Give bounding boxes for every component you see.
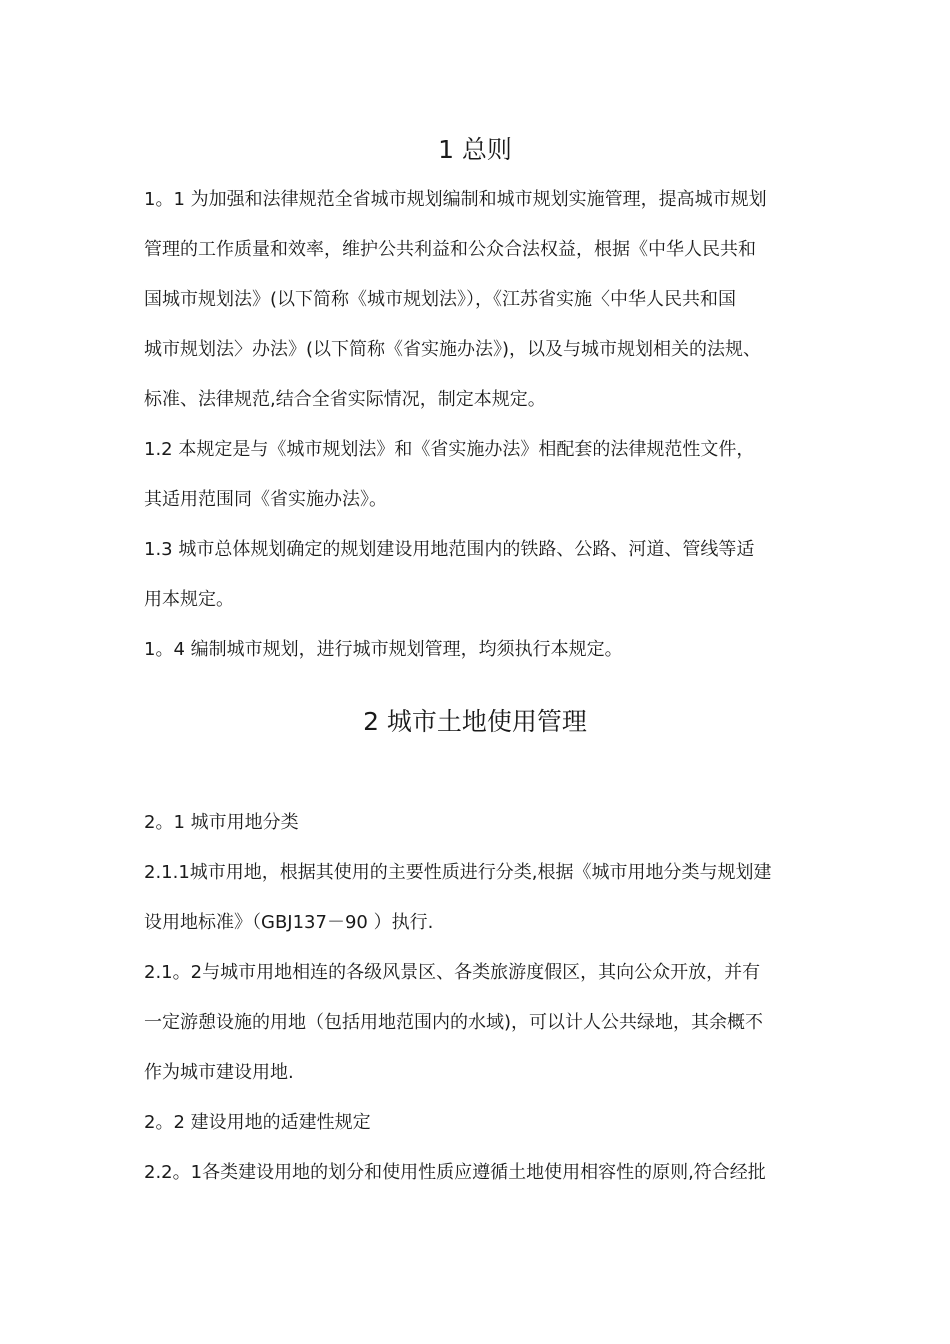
section-2-line: 设用地标准》（GBJ137－90 ）执行.	[144, 912, 434, 933]
section-2-title: 2 城市土地使用管理	[363, 707, 587, 736]
section-1-line: 用本规定。	[144, 589, 234, 610]
section-2-line: 2.2。1各类建设用地的划分和使用性质应遵循土地使用相容性的原则,符合经批	[144, 1162, 766, 1183]
section-1-line: 1。4 编制城市规划，进行城市规划管理，均须执行本规定。	[144, 639, 623, 660]
section-1-line: 1.2 本规定是与《城市规划法》和《省实施办法》相配套的法律规范性文件，	[144, 439, 755, 460]
section-1-line: 城市规划法〉办法》(以下简称《省实施办法》)，以及与城市规划相关的法规、	[144, 339, 762, 360]
section-1-line: 管理的工作质量和效率，维护公共利益和公众合法权益，根据《中华人民共和	[144, 239, 756, 260]
section-2-line: 2。1 城市用地分类	[144, 812, 299, 833]
section-1-line: 标准、法律规范,结合全省实际情况，制定本规定。	[144, 389, 546, 410]
section-2-line: 作为城市建设用地.	[144, 1062, 294, 1083]
section-2-line: 2.1。2与城市用地相连的各级风景区、各类旅游度假区，其向公众开放，并有	[144, 962, 761, 983]
section-1-title: 1 总则	[438, 135, 512, 164]
section-1-line: 其适用范围同《省实施办法》。	[144, 489, 387, 510]
section-1-line: 1。1 为加强和法律规范全省城市规划编制和城市规划实施管理，提高城市规划	[144, 189, 767, 210]
section-1-line: 国城市规划法》(以下简称《城市规划法》），《江苏省实施〈中华人民共和国	[144, 289, 737, 310]
section-2-line: 2.1.1城市用地，根据其使用的主要性质进行分类,根据《城市用地分类与规划建	[144, 862, 772, 883]
section-1-line: 1.3 城市总体规划确定的规划建设用地范围内的铁路、公路、河道、管线等适	[144, 539, 755, 560]
section-2-line: 一定游憩设施的用地（包括用地范围内的水域)，可以计人公共绿地，其余概不	[144, 1012, 764, 1033]
section-2-line: 2。2 建设用地的适建性规定	[144, 1112, 371, 1133]
